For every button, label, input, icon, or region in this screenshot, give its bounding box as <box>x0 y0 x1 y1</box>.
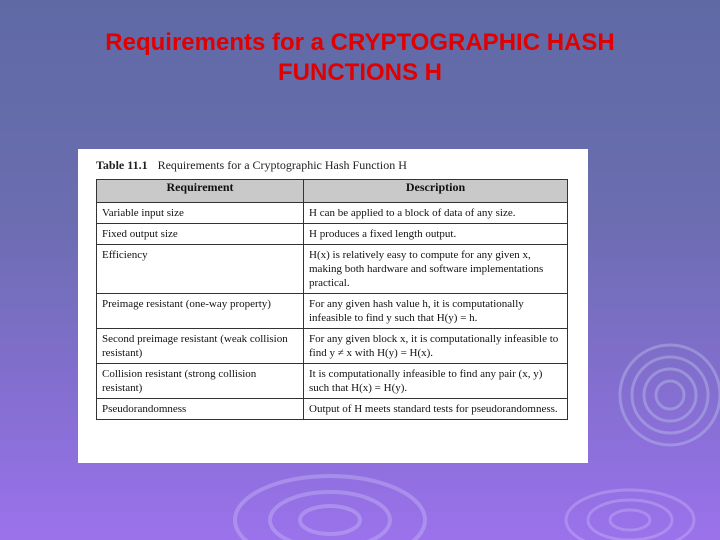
requirement-cell: Variable input size <box>97 203 304 224</box>
requirement-cell: Fixed output size <box>97 224 304 245</box>
requirement-cell: Second preimage resistant (weak collision resistant) <box>97 329 304 364</box>
slide-title: Requirements for a CRYPTOGRAPHIC HASH FUNCTIONS H <box>105 29 615 86</box>
description-cell: H(x) is relatively easy to compute for any given x, making both hardware and software implementations practical. <box>304 245 568 294</box>
requirements-table <box>96 179 568 420</box>
table-row <box>97 364 568 399</box>
table-caption <box>96 157 568 179</box>
table-header-row <box>97 180 568 203</box>
swirl-decoration-bottom-right <box>560 470 700 540</box>
requirement-cell: Pseudorandomness <box>97 399 304 420</box>
table-row <box>97 245 568 294</box>
table-row <box>97 329 568 364</box>
requirement-cell: Efficiency <box>97 245 304 294</box>
table-caption-text: Requirements for a Cryptographic Hash Function H <box>157 158 407 172</box>
table-number: Table 11.1 <box>96 158 148 172</box>
description-cell: For any given block x, it is computationally infeasible to find y ≠ x with H(y) = H(x). <box>304 329 568 364</box>
header-description: Description <box>304 180 568 203</box>
header-requirement: Requirement <box>97 180 304 203</box>
swirl-decoration-bottom <box>210 450 450 540</box>
description-cell: H can be applied to a block of data of any size. <box>304 203 568 224</box>
table-row <box>97 203 568 224</box>
requirement-cell: Preimage resistant (one-way property) <box>97 294 304 329</box>
requirement-cell: Collision resistant (strong collision resistant) <box>97 364 304 399</box>
description-cell: Output of H meets standard tests for pseudorandomness. <box>304 399 568 420</box>
description-cell: For any given hash value h, it is computationally infeasible to find y such that H(y) = h. <box>304 294 568 329</box>
table-row <box>97 294 568 329</box>
table-row <box>97 399 568 420</box>
table-row <box>97 224 568 245</box>
description-cell: H produces a fixed length output. <box>304 224 568 245</box>
description-cell: It is computationally infeasible to find any pair (x, y) such that H(x) = H(y). <box>304 364 568 399</box>
swirl-decoration-right <box>600 330 720 460</box>
requirements-table-figure <box>78 149 588 463</box>
